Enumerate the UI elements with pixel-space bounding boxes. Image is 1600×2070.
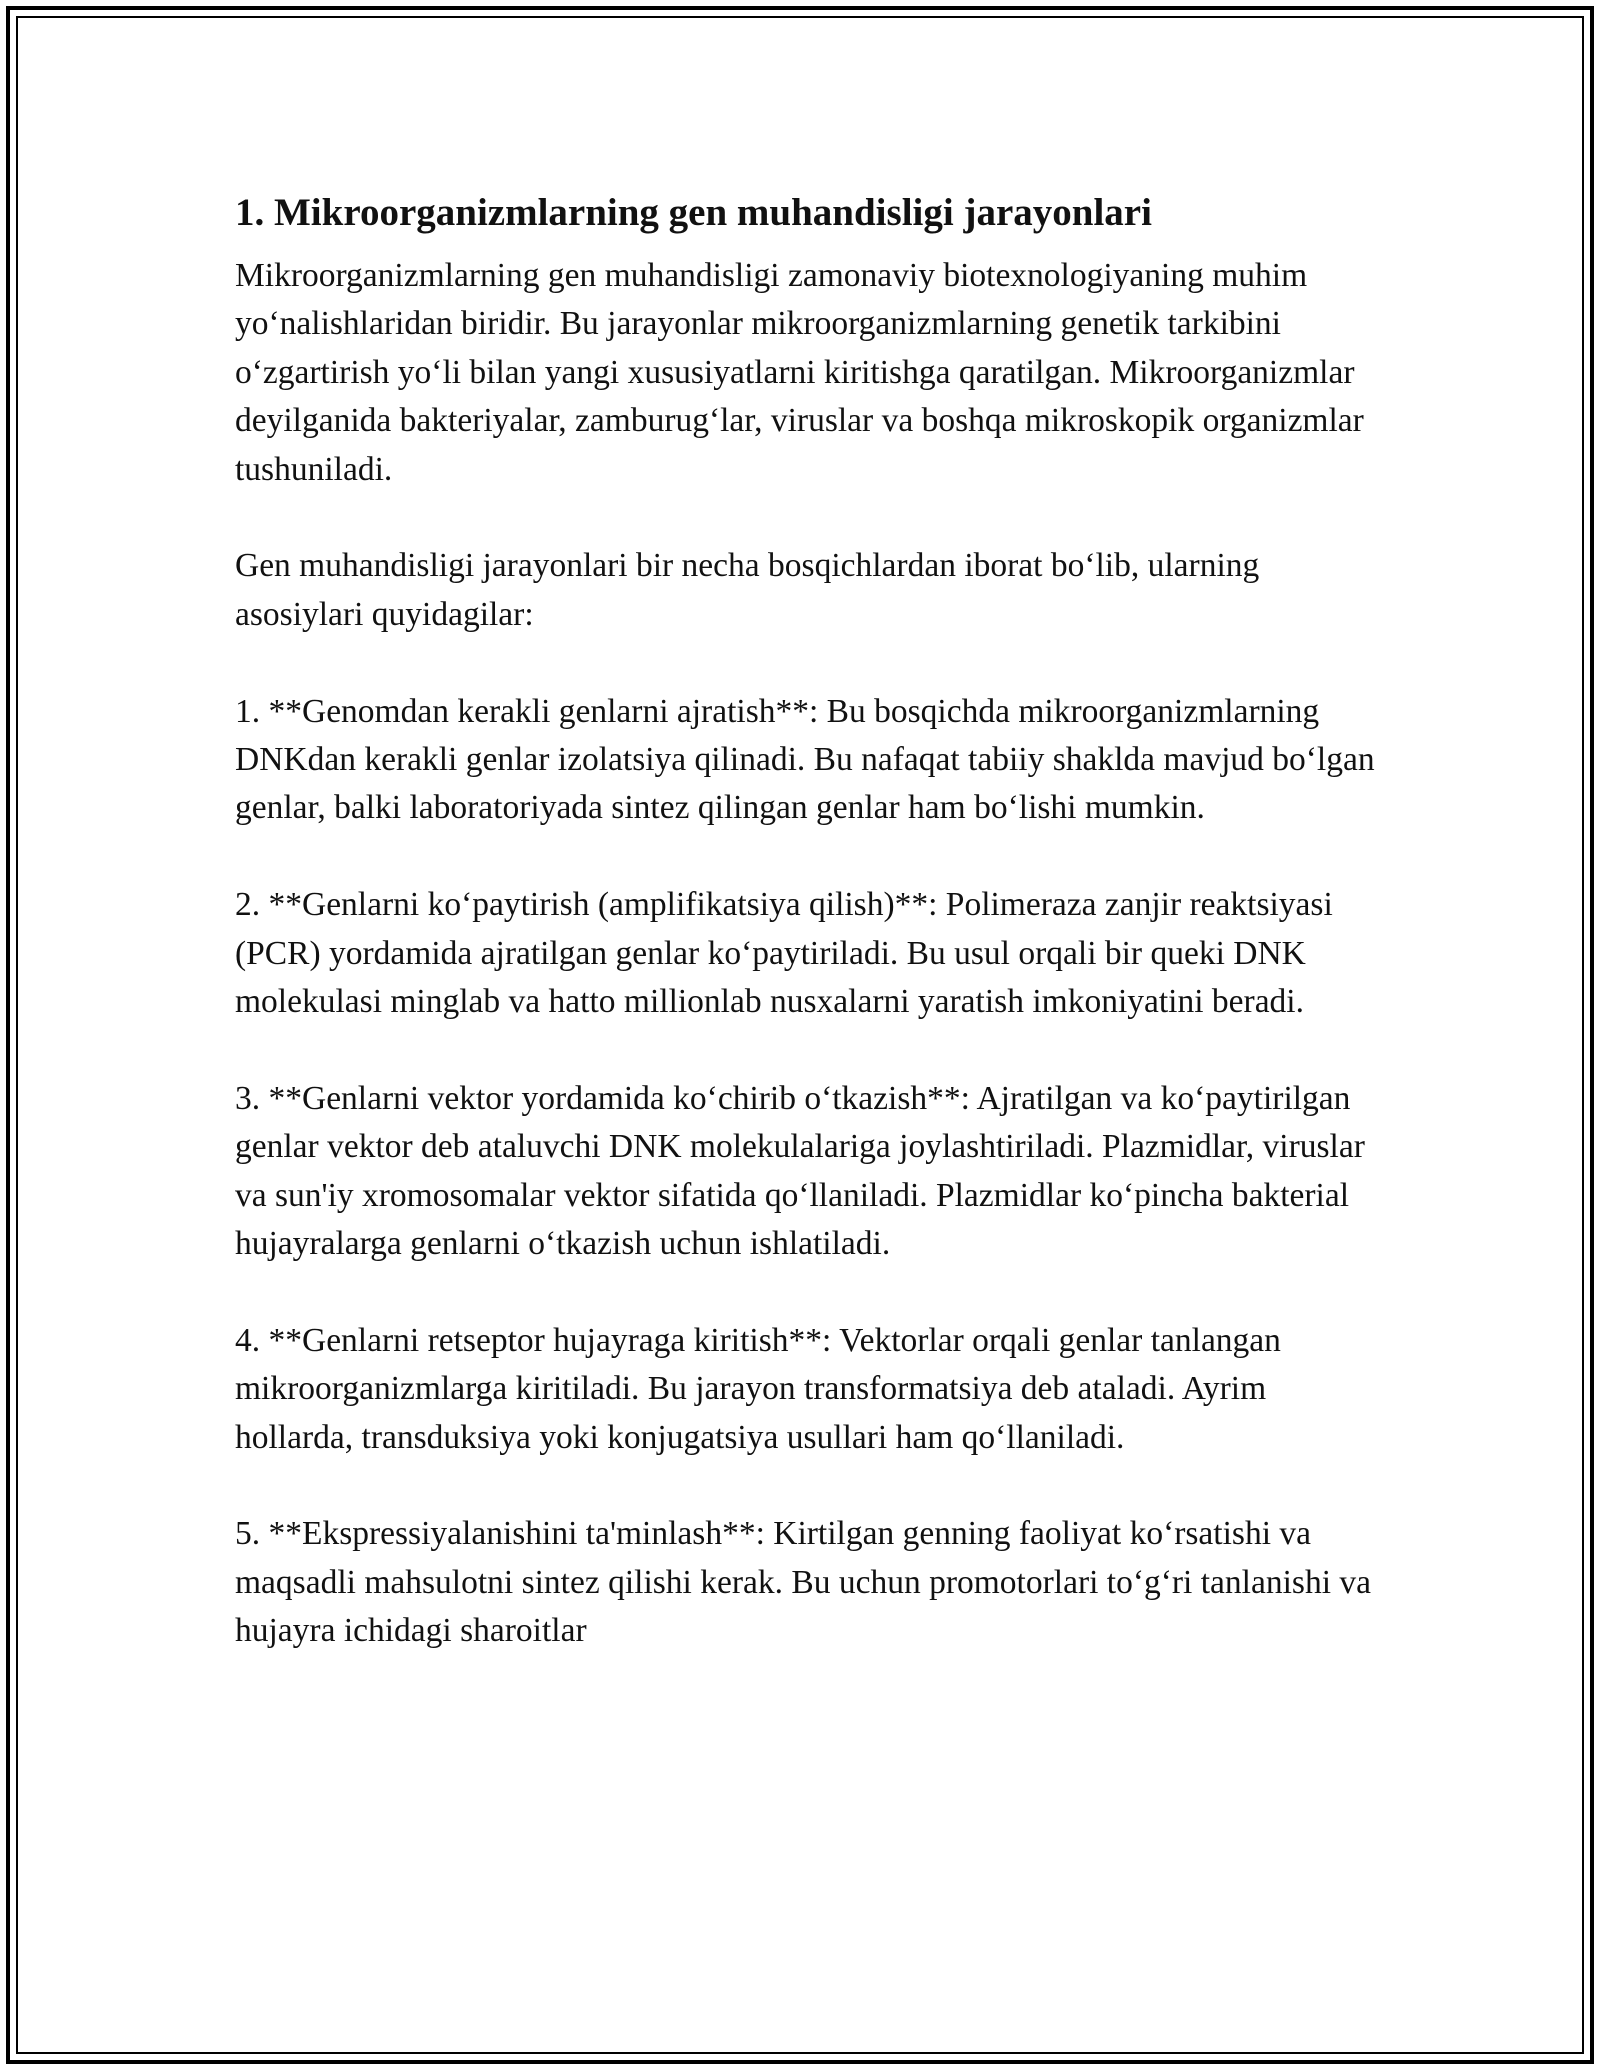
document-body — [235, 186, 1375, 1656]
paragraph-step-5: 5. **Ekspressiyalanishini ta'minlash**: Kirtilgan genning faoliyat koʻrsatishi va maqsadli mahsulotni sintez qilishi kerak. Bu uchun promotorlari toʻgʻri tanlanishi va hujayra ichidagi sharoitlar — [235, 1515, 1371, 1650]
paragraph-stages-intro: Gen muhandisligi jarayonlari bir necha bosqichlardan iborat boʻlib, ularning asosiylari quyidagilar: — [235, 547, 1260, 633]
paragraph-step-2: 2. **Genlarni koʻpaytirish (amplifikatsiya qilish)**: Polimeraza zanjir reaktsiyasi (PCR) yordamida ajratilgan genlar koʻpaytiriladi. Bu usul orqali bir queki DNK molekulasi minglab va hatto millionlab nusxalarni yaratish imkoniyatini beradi. — [235, 886, 1333, 1021]
document-title: 1. Mikroorganizmlarning gen muhandisligi jarayonlari — [235, 191, 1152, 234]
paragraph-step-1: 1. **Genomdan kerakli genlarni ajratish**: Bu bosqichda mikroorganizmlarning DNKdan kerakli genlar izolatsiya qilinadi. Bu nafaqat tabiiy shaklda mavjud boʻlgan genlar, balki laboratoriyada sintez qilingan genlar ham boʻlishi mumkin. — [235, 692, 1375, 827]
paragraph-step-3: 3. **Genlarni vektor yordamida koʻchirib oʻtkazish**: Ajratilgan va koʻpaytirilgan genlar vektor deb ataluvchi DNK molekulalariga joylashtiriladi. Plazmidlar, viruslar va sun'iy xromosomalar vektor sifatida qoʻllaniladi. Plazmidlar koʻpincha bakterial hujayralarga genlarni oʻtkazish uchun ishlatiladi. — [235, 1079, 1365, 1263]
paragraph-step-4: 4. **Genlarni retseptor hujayraga kiritish**: Vektorlar orqali genlar tanlangan mikroorganizmlarga kiritiladi. Bu jarayon transformatsiya deb ataladi. Ayrim hollarda, transduksiya yoki konjugatsiya usullari ham qoʻllaniladi. — [235, 1321, 1281, 1456]
paragraph-intro: Mikroorganizmlarning gen muhandisligi zamonaviy biotexnologiyaning muhim yoʻnalishlaridan biridir. Bu jarayonlar mikroorganizmlarning genetik tarkibini oʻzgartirish yoʻli bilan yangi xususiyatlarni kiritishga qaratilgan. Mikroorganizmlar deyilganida bakteriyalar, zamburugʻlar, viruslar va boshqa mikroskopik organizmlar tushuniladi. — [235, 257, 1364, 488]
